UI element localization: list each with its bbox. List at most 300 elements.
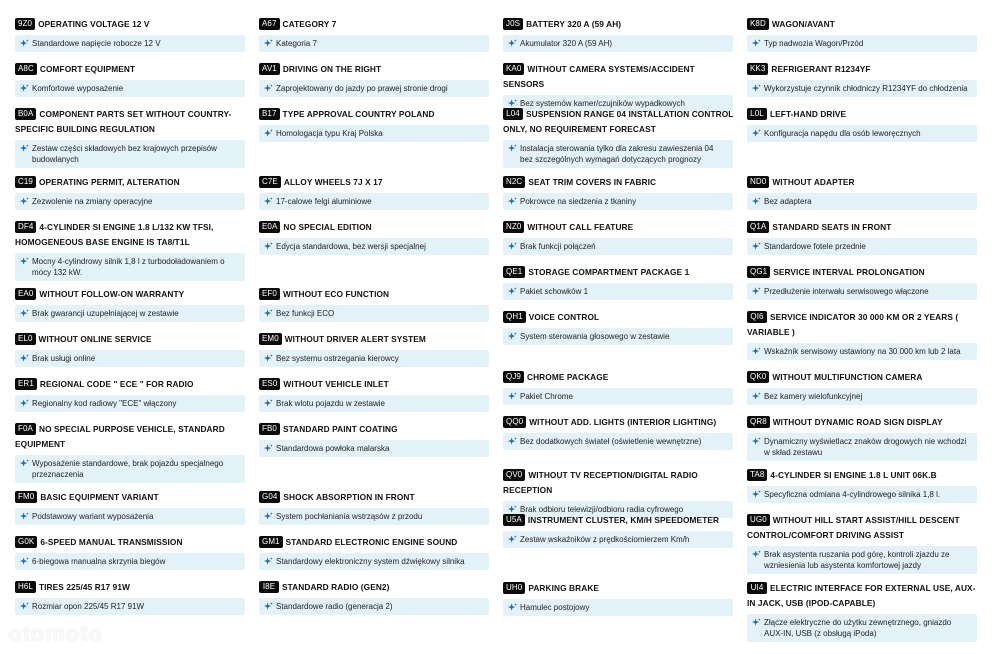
option-description — [503, 599, 733, 616]
item-header — [259, 422, 491, 437]
column-4 — [747, 15, 991, 645]
option-description — [259, 440, 489, 457]
item-header — [747, 62, 979, 77]
option-description — [15, 395, 245, 412]
option-description — [747, 546, 977, 574]
sparkle-icon — [508, 144, 517, 153]
option-code-badge: H6L — [15, 581, 36, 593]
option-title: REGIONAL CODE " ECE " FOR RADIO — [39, 379, 194, 389]
option-title: DRIVING ON THE RIGHT — [282, 64, 382, 74]
item-header — [15, 107, 247, 137]
equipment-item — [259, 332, 491, 367]
description-text: Złącze elektryczne do użytku zewnętrznego, gniazdo AUX-IN, USB (z obsługą iPoda) — [764, 618, 952, 638]
item-header — [747, 175, 979, 190]
equipment-item — [503, 310, 735, 345]
sparkle-icon — [752, 197, 761, 206]
option-description — [259, 598, 489, 615]
option-title: SEAT TRIM COVERS IN FABRIC — [528, 177, 657, 187]
item-header — [747, 107, 979, 122]
sparkle-icon — [20, 459, 29, 468]
item-header — [15, 490, 247, 505]
option-code-badge: U5A — [503, 514, 525, 526]
equipment-item — [259, 220, 491, 255]
equipment-item — [503, 370, 735, 405]
option-code-badge: G0K — [15, 536, 37, 548]
item-header — [503, 175, 735, 190]
sparkle-icon — [508, 392, 517, 401]
item-header — [15, 17, 247, 32]
equipment-item — [503, 468, 735, 518]
option-description — [747, 283, 977, 300]
item-header — [259, 332, 491, 347]
description-text: Wskaźnik serwisowy ustawiony na 30 000 km lub 2 lata — [764, 347, 961, 356]
option-title: INSTRUMENT CLUSTER, KM/H SPEEDOMETER — [527, 515, 720, 525]
sparkle-icon — [20, 144, 29, 153]
equipment-item — [747, 370, 979, 405]
option-title: TYPE APPROVAL COUNTRY POLAND — [282, 109, 435, 119]
item-header — [747, 17, 979, 32]
sparkle-icon — [752, 39, 761, 48]
option-description — [503, 531, 733, 548]
equipment-item — [15, 535, 247, 570]
option-title: NO SPECIAL EDITION — [283, 222, 372, 232]
option-description — [15, 350, 245, 367]
description-text: Podstawowy wariant wyposażenia — [32, 512, 154, 521]
option-code-badge: EA0 — [15, 288, 36, 300]
option-title: 4-CYLINDER SI ENGINE 1.8 L UNIT 06K.B — [770, 470, 937, 480]
equipment-item — [15, 580, 247, 615]
option-code-badge: KA0 — [503, 63, 524, 75]
option-title: WITHOUT ADAPTER — [772, 177, 855, 187]
item-header — [747, 220, 979, 235]
equipment-item — [503, 581, 735, 616]
option-code-badge: ES0 — [259, 378, 280, 390]
option-title: SUSPENSION RANGE 04 INSTALLATION CONTROL ONLY, NO REQUIREMENT FORECAST — [503, 109, 734, 134]
option-code-badge: L04 — [503, 108, 523, 120]
column-1 — [15, 15, 259, 645]
description-text: Rozmiar opon 225/45 R17 91W — [32, 602, 145, 611]
option-code-badge: GM1 — [259, 536, 283, 548]
item-header — [15, 580, 247, 595]
sparkle-icon — [508, 603, 517, 612]
option-code-badge: FM0 — [15, 491, 37, 503]
option-code-badge: QI6 — [747, 311, 767, 323]
option-title: WITHOUT ADD. LIGHTS (INTERIOR LIGHTING) — [529, 417, 717, 427]
option-code-badge: B17 — [259, 108, 280, 120]
description-text: Pakiet Chrome — [520, 392, 573, 401]
option-title: 4-CYLINDER SI ENGINE 1.8 L/132 KW TFSI, HOMOGENEOUS BASE ENGINE IS TA8/T1L — [15, 222, 214, 247]
option-title: WITHOUT HILL START ASSIST/HILL DESCENT CONTROL/COMFORT DRIVING ASSIST — [747, 515, 960, 540]
sparkle-icon — [20, 197, 29, 206]
column-2 — [259, 15, 503, 645]
equipment-item — [259, 17, 491, 52]
sparkle-icon — [20, 399, 29, 408]
option-description — [259, 80, 489, 97]
item-header — [503, 513, 735, 528]
equipment-item — [259, 422, 491, 457]
option-code-badge: Q1A — [747, 221, 769, 233]
option-description — [747, 193, 977, 210]
item-header — [15, 220, 247, 250]
description-text: Standardowe radio (generacja 2) — [276, 602, 393, 611]
item-header — [15, 287, 247, 302]
option-description — [503, 35, 733, 52]
equipment-item — [747, 175, 979, 210]
option-description — [503, 140, 733, 168]
item-header — [503, 265, 735, 280]
item-header — [747, 468, 979, 483]
sparkle-icon — [20, 309, 29, 318]
sparkle-icon — [20, 84, 29, 93]
sparkle-icon — [508, 39, 517, 48]
watermark-logo: otomoto — [8, 621, 103, 646]
equipment-item — [15, 332, 247, 367]
sparkle-icon — [20, 557, 29, 566]
sparkle-icon — [264, 39, 273, 48]
equipment-item — [747, 17, 979, 52]
sparkle-icon — [264, 309, 273, 318]
item-header — [503, 581, 735, 596]
option-code-badge: F0A — [15, 423, 36, 435]
option-description — [259, 305, 489, 322]
description-text: 6-biegowa manualna skrzynia biegów — [32, 557, 166, 566]
equipment-item — [503, 415, 735, 450]
item-header — [503, 468, 735, 498]
sparkle-icon — [752, 84, 761, 93]
item-header — [259, 62, 491, 77]
equipment-item — [259, 287, 491, 322]
option-code-badge: ND0 — [747, 176, 769, 188]
option-title: WITHOUT ONLINE SERVICE — [38, 334, 152, 344]
option-code-badge: QE1 — [503, 266, 525, 278]
option-code-badge: UH0 — [503, 582, 525, 594]
option-code-badge: QR8 — [747, 416, 770, 428]
description-text: System sterowania głosowego w zestawie — [520, 332, 670, 341]
option-description — [15, 305, 245, 322]
sparkle-icon — [752, 242, 761, 251]
sparkle-icon — [264, 602, 273, 611]
description-text: Instalacja sterowania tylko dla zakresu zawieszenia 04 bez szczególnych wymagań dotyczących prognozy — [520, 144, 714, 164]
sparkle-icon — [20, 257, 29, 266]
description-text: Brak funkcji połączeń — [520, 242, 596, 251]
description-text: Regionalny kod radiowy "ECE" włączony — [32, 399, 177, 408]
option-title: STANDARD RADIO (GEN2) — [282, 582, 390, 592]
equipment-item — [15, 287, 247, 322]
option-description — [747, 80, 977, 97]
description-text: Typ nadwozia Wagon/Przód — [764, 39, 864, 48]
option-title: TIRES 225/45 R17 91W — [38, 582, 130, 592]
equipment-item — [747, 581, 979, 642]
option-title: SERVICE INDICATOR 30 000 KM OR 2 YEARS ( VARIABLE ) — [747, 312, 959, 337]
option-description — [747, 35, 977, 52]
description-text: Zestaw części składowych bez krajowych przepisów budowlanych — [32, 144, 217, 164]
option-description — [15, 253, 245, 281]
equipment-item — [503, 62, 735, 112]
item-header — [259, 535, 491, 550]
option-code-badge: C7E — [259, 176, 281, 188]
sparkle-icon — [508, 242, 517, 251]
sparkle-icon — [752, 347, 761, 356]
item-header — [259, 377, 491, 392]
sparkle-icon — [264, 129, 273, 138]
sparkle-icon — [752, 618, 761, 627]
item-header — [503, 415, 735, 430]
item-header — [15, 422, 247, 452]
equipment-item — [747, 513, 979, 574]
option-description — [15, 598, 245, 615]
option-title: PARKING BRAKE — [528, 583, 600, 593]
item-header — [503, 220, 735, 235]
option-code-badge: UI4 — [747, 582, 767, 594]
option-code-badge: EM0 — [259, 333, 282, 345]
option-description — [503, 328, 733, 345]
equipment-item — [503, 175, 735, 210]
option-title: REFRIGERANT R1234YF — [771, 64, 871, 74]
description-text: Brak usługi online — [32, 354, 96, 363]
equipment-item — [503, 265, 735, 300]
description-text: Wykorzystuje czynnik chłodniczy R1234YF do chłodzenia — [764, 84, 968, 93]
option-title: STORAGE COMPARTMENT PACKAGE 1 — [528, 267, 690, 277]
equipment-item — [747, 415, 979, 461]
option-title: CATEGORY 7 — [282, 19, 337, 29]
equipment-item — [503, 220, 735, 255]
option-description — [15, 508, 245, 525]
item-header — [15, 175, 247, 190]
option-title: WAGON/AVANT — [771, 19, 835, 29]
description-text: Bez funkcji ECO — [276, 309, 335, 318]
description-text: Hamulec postojowy — [520, 603, 590, 612]
option-title: COMPONENT PARTS SET WITHOUT COUNTRY-SPECIFIC BUILDING REGULATION — [15, 109, 232, 134]
option-code-badge: E0A — [259, 221, 280, 233]
description-text: Bez kamery wielofunkcyjnej — [764, 392, 863, 401]
item-header — [259, 287, 491, 302]
option-title: OPERATING PERMIT, ALTERATION — [38, 177, 180, 187]
option-title: VOICE CONTROL — [528, 312, 600, 322]
description-text: Pakiet schowków 1 — [520, 287, 589, 296]
option-code-badge: QJ9 — [503, 371, 524, 383]
option-title: ELECTRIC INTERFACE FOR EXTERNAL USE, AUX-IN JACK, USB (IPOD-CAPABLE) — [747, 583, 976, 608]
item-header — [259, 220, 491, 235]
item-header — [503, 62, 735, 92]
option-description — [747, 343, 977, 360]
option-title: WITHOUT DYNAMIC ROAD SIGN DISPLAY — [772, 417, 943, 427]
option-code-badge: L0L — [747, 108, 767, 120]
item-header — [259, 17, 491, 32]
option-code-badge: EL0 — [15, 333, 36, 345]
option-title: NO SPECIAL PURPOSE VEHICLE, STANDARD EQUIPMENT — [15, 424, 225, 449]
option-title: WITHOUT VEHICLE INLET — [283, 379, 389, 389]
sparkle-icon — [264, 354, 273, 363]
item-header — [259, 107, 491, 122]
option-description — [259, 395, 489, 412]
description-text: Dynamiczny wyświetlacz znaków drogowych nie wchodzi w skład zestawu — [764, 437, 967, 457]
sparkle-icon — [752, 392, 761, 401]
option-code-badge: QG1 — [747, 266, 770, 278]
option-description — [747, 238, 977, 255]
sparkle-icon — [264, 197, 273, 206]
option-description — [15, 35, 245, 52]
option-description — [259, 125, 489, 142]
sparkle-icon — [20, 354, 29, 363]
description-text: Wyposażenie standardowe, brak pojazdu specjalnego przeznaczenia — [32, 459, 224, 479]
option-title: SHOCK ABSORPTION IN FRONT — [283, 492, 415, 502]
sparkle-icon — [20, 602, 29, 611]
equipment-item — [259, 62, 491, 97]
option-code-badge: N2C — [503, 176, 525, 188]
option-title: STANDARD ELECTRONIC ENGINE SOUND — [285, 537, 458, 547]
option-title: WITHOUT CAMERA SYSTEMS/ACCIDENT SENSORS — [503, 64, 695, 89]
option-title: LEFT-HAND DRIVE — [770, 109, 847, 119]
description-text: Pokrowce na siedzenia z tkaniny — [520, 197, 637, 206]
equipment-item — [747, 310, 979, 360]
item-header — [503, 17, 735, 32]
description-text: Przedłużenie interwału serwisowego włączone — [764, 287, 929, 296]
item-header — [747, 370, 979, 385]
option-title: WITHOUT MULTIFUNCTION CAMERA — [772, 372, 923, 382]
option-code-badge: KK3 — [747, 63, 768, 75]
option-code-badge: AV1 — [259, 63, 280, 75]
description-text: Mocny 4-cylindrowy silnik 1,8 l z turbodoładowaniem o mocy 132 kW. — [32, 257, 225, 277]
description-text: Bez adaptera — [764, 197, 812, 206]
option-code-badge: 9Z0 — [15, 18, 35, 30]
option-description — [747, 614, 977, 642]
option-description — [503, 283, 733, 300]
description-text: Akumulator 320 A (59 AH) — [520, 39, 613, 48]
description-text: Brak gwarancji uzupełniającej w zestawie — [32, 309, 179, 318]
description-text: Specyficzna odmiana 4-cylindrowego silnika 1,8 l. — [764, 490, 941, 499]
option-code-badge: QH1 — [503, 311, 526, 323]
equipment-item — [15, 220, 247, 281]
sparkle-icon — [752, 550, 761, 559]
option-title: CHROME PACKAGE — [526, 372, 609, 382]
item-header — [747, 415, 979, 430]
sparkle-icon — [752, 437, 761, 446]
description-text: Komfortowe wyposażenie — [32, 84, 124, 93]
equipment-item — [747, 62, 979, 97]
sparkle-icon — [752, 490, 761, 499]
option-code-badge: C19 — [15, 176, 36, 188]
description-text: Zestaw wskaźników z prędkościomierzem Km/h — [520, 535, 690, 544]
option-title: WITHOUT ECO FUNCTION — [282, 289, 390, 299]
sparkle-icon — [264, 557, 273, 566]
sparkle-icon — [508, 287, 517, 296]
equipment-item — [15, 175, 247, 210]
description-text: Kategoria 7 — [276, 39, 317, 48]
option-title: COMFORT EQUIPMENT — [39, 64, 136, 74]
equipment-item — [15, 490, 247, 525]
option-code-badge: J0S — [503, 18, 523, 30]
option-description — [503, 238, 733, 255]
equipment-grid — [15, 15, 990, 645]
option-code-badge: EF0 — [259, 288, 280, 300]
sparkle-icon — [264, 444, 273, 453]
option-code-badge: G04 — [259, 491, 280, 503]
equipment-item — [259, 535, 491, 570]
option-code-badge: K8D — [747, 18, 769, 30]
equipment-item — [15, 422, 247, 483]
item-header — [15, 535, 247, 550]
description-text: Bez dodatkowych świateł (oświetlenie wewnętrzne) — [520, 437, 702, 446]
equipment-item — [259, 377, 491, 412]
option-description — [747, 486, 977, 503]
option-title: OPERATING VOLTAGE 12 V — [38, 19, 150, 29]
sparkle-icon — [264, 512, 273, 521]
sparkle-icon — [20, 39, 29, 48]
option-code-badge: TA8 — [747, 469, 767, 481]
option-code-badge: DF4 — [15, 221, 36, 233]
sparkle-icon — [752, 287, 761, 296]
sparkle-icon — [508, 332, 517, 341]
option-description — [15, 193, 245, 210]
option-title: ALLOY WHEELS 7J X 17 — [283, 177, 383, 187]
option-title: BATTERY 320 A (59 AH) — [526, 19, 622, 29]
description-text: Brak asystenta ruszania pod górę, kontroli zjazdu ze wzniesienia lub asystenta komfortowej jazdy — [764, 550, 950, 570]
sparkle-icon — [20, 512, 29, 521]
equipment-item — [15, 17, 247, 52]
equipment-item — [747, 468, 979, 503]
equipment-item — [259, 580, 491, 615]
description-text: Standardowy elektroniczny system dźwiękowy silnika — [276, 557, 465, 566]
equipment-item — [503, 17, 735, 52]
option-description — [503, 388, 733, 405]
option-description — [259, 35, 489, 52]
option-code-badge: UG0 — [747, 514, 770, 526]
item-header — [503, 370, 735, 385]
option-description — [15, 80, 245, 97]
sparkle-icon — [264, 399, 273, 408]
option-code-badge: QK0 — [747, 371, 769, 383]
equipment-item — [15, 107, 247, 168]
item-header — [15, 377, 247, 392]
option-description — [15, 455, 245, 483]
description-text: Zaprojektowany do jazdy po prawej stronie drogi — [276, 84, 448, 93]
description-text: Edycja standardowa, bez wersji specjalnej — [276, 242, 426, 251]
option-title: STANDARD PAINT COATING — [282, 424, 398, 434]
description-text: Homologacja typu Kraj Polska — [276, 129, 383, 138]
equipment-item — [503, 107, 735, 168]
item-header — [259, 175, 491, 190]
option-description — [259, 193, 489, 210]
sparkle-icon — [508, 197, 517, 206]
option-description — [259, 553, 489, 570]
option-code-badge: QQ0 — [503, 416, 526, 428]
equipment-item — [259, 175, 491, 210]
description-text: Brak wlotu pojazdu w zestawie — [276, 399, 385, 408]
sparkle-icon — [508, 437, 517, 446]
option-description — [747, 433, 977, 461]
description-text: Konfiguracja napędu dla osób leworęcznych — [764, 129, 921, 138]
description-text: Bez systemów kamer/czujników wypadkowych — [520, 99, 685, 108]
option-title: WITHOUT TV RECEPTION/DIGITAL RADIO RECEPTION — [503, 470, 698, 495]
description-text: Bez systemu ostrzegania kierowcy — [276, 354, 399, 363]
option-title: WITHOUT DRIVER ALERT SYSTEM — [284, 334, 426, 344]
option-description — [259, 350, 489, 367]
option-code-badge: FB0 — [259, 423, 280, 435]
option-title: WITHOUT CALL FEATURE — [527, 222, 634, 232]
item-header — [747, 310, 979, 340]
equipment-item — [503, 513, 735, 548]
option-title: SERVICE INTERVAL PROLONGATION — [773, 267, 925, 277]
item-header — [15, 62, 247, 77]
item-header — [259, 490, 491, 505]
column-3 — [503, 15, 747, 645]
item-header — [747, 581, 979, 611]
equipment-item — [15, 377, 247, 412]
option-code-badge: ER1 — [15, 378, 37, 390]
option-title: BASIC EQUIPMENT VARIANT — [40, 492, 159, 502]
option-description — [747, 125, 977, 142]
sparkle-icon — [508, 535, 517, 544]
